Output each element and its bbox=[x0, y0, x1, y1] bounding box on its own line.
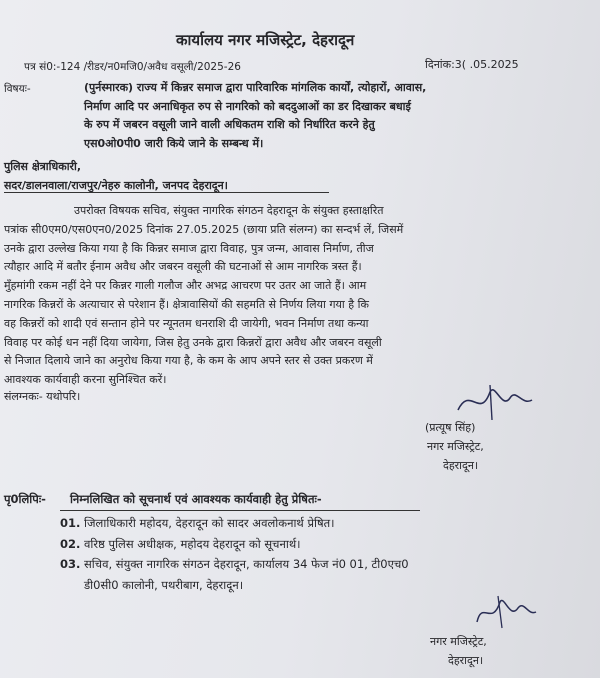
copy-to-item bbox=[84, 578, 243, 593]
addressee-line1: पुलिस क्षेत्राधिकारी, bbox=[4, 160, 82, 173]
body-line: से निजात दिलाये जाने का अनुरोध किया गया है, के कम के आप अपने स्तर से उक्त प्रकरण में bbox=[4, 354, 373, 368]
letter-date: दिनांक:3( .05.2025 bbox=[425, 58, 519, 71]
subject-line: के रुप में जबरन वसूली जाने वाली अधिकतम राशि को निर्धारित करने हेतु bbox=[84, 118, 375, 131]
signatory-block bbox=[425, 418, 484, 475]
copy-to-item-text: सचिव, संयुक्त नागरिक संगठन देहरादून, कार्यालय 34 फेज नं0 01, टी0एच0 bbox=[84, 557, 409, 571]
subject-text bbox=[84, 79, 524, 153]
signatory-place: देहरादून। bbox=[443, 459, 479, 472]
body-line: त्यौहार आदि में बतौर ईनाम अवैध और जबरन वसूली की घटनाओं से आम नागरिक त्रस्त हैं। bbox=[4, 260, 362, 274]
body-line: वह किन्नरों को शादी एवं सन्तान होने पर न्यूनतम धनराशि दी जायेगी, भवन निर्माण तथा कन्या bbox=[4, 316, 369, 330]
signature-mark bbox=[462, 592, 542, 632]
copy-to-item-text: डी0सी0 कालोनी, पथरीबाग, देहरादून। bbox=[84, 578, 244, 592]
copy-to-item bbox=[60, 516, 335, 531]
copy-to-item-text: जिलाधिकारी महोदय, देहरादून को सादर अवलोकनार्थ प्रेषित। bbox=[84, 516, 335, 530]
copy-to-item-number: 02. bbox=[60, 537, 81, 551]
body-line: आवश्यक कार्यवाही करना सुनिश्चित करें। bbox=[4, 373, 167, 387]
copy-to-label: पृ0लिपिः- bbox=[4, 492, 46, 506]
copy-to-item bbox=[60, 537, 301, 552]
body-line: नागरिक किन्नरों के अत्याचार से परेशान हैं। क्षेत्रावासियों की सहमति से निर्णय लिया गया है कि bbox=[4, 297, 369, 311]
copy-to-item-text: वरिष्ठ पुलिस अधीक्षक, महोदय देहरादून को सूचनार्थ। bbox=[84, 537, 301, 551]
addressee bbox=[4, 157, 228, 195]
copy-to-heading bbox=[4, 492, 322, 507]
copy-to-item-number: 01. bbox=[60, 516, 81, 530]
copy-to-title: निम्नलिखित को सूचनार्थ एवं आवश्यक कार्यवाही हेतु प्रेषितः- bbox=[69, 492, 322, 506]
addressee-line2: सदर/डालनवाला/राजपुर/नेहरु कालोनी, जनपद देहरादून। bbox=[4, 179, 228, 192]
body-line: उनके द्वारा उल्लेख किया गया है कि किन्नर समाज द्वारा विवाह, पुत्र जन्म, आवास निर्माण, तीज bbox=[4, 241, 374, 255]
signatory-name: (प्रत्यूष सिंह) bbox=[425, 421, 476, 434]
copy-to-item-number: 03. bbox=[60, 557, 81, 571]
body-line: विवाह पर कोई धन नहीं दिया जायेगा, जिस हेतु उनके द्वारा किन्नरों द्वारा अवैध और जबरन वसूली bbox=[4, 335, 382, 349]
letter-body bbox=[4, 202, 542, 390]
signatory-designation: नगर मजिस्ट्रेट, bbox=[427, 440, 484, 453]
copy-to-underline bbox=[60, 510, 420, 511]
copy-to-item bbox=[60, 557, 409, 572]
addressee-underline bbox=[4, 192, 329, 193]
body-line: पत्रांक सी0एम0/एस0एन0/2025 दिनांक 27.05.2025 (छाया प्रति संलग्न) का सन्दर्भ लें, जिसमें bbox=[4, 222, 404, 236]
body-line: मुँहमांगी रकम नहीं देने पर किन्नर गाली गलौज और अभद्र आचरण पर उतर आ जाते हैं। आम bbox=[4, 279, 367, 293]
subject-label: विषयः- bbox=[4, 83, 31, 95]
subject-line: निर्माण आदि पर अनाधिकृत रुप से नागरिको को बददुआओं का डर दिखाकर बधाई bbox=[84, 99, 411, 113]
reference-number: पत्र सं0:-124 /रीडर/न0मजि0/अवैध वसूली/2025-26 bbox=[24, 61, 241, 73]
signatory2-designation: नगर मजिस्ट्रेट, bbox=[430, 635, 487, 648]
signatory2-place: देहरादून। bbox=[448, 654, 484, 667]
enclosure-note: संलग्नकः- यथोपरि। bbox=[4, 390, 81, 403]
subject-line: एस0ओ0पी0 जारी किये जाने के सम्बन्ध में। bbox=[84, 136, 264, 150]
signatory2-block bbox=[430, 632, 487, 670]
body-line: उपरोक्त विषयक सचिव, संयुक्त नागरिक संगठन देहरादून के संयुक्त हस्ताक्षरित bbox=[74, 204, 384, 217]
letterhead-title: कार्यालय नगर मजिस्ट्रेट, देहरादून bbox=[176, 31, 355, 49]
subject-line: (पुर्नस्मारक) राज्य में किन्नर समाज द्वारा पारिवारिक मांगलिक कार्यों, त्योहारों, आवास, bbox=[84, 81, 427, 94]
